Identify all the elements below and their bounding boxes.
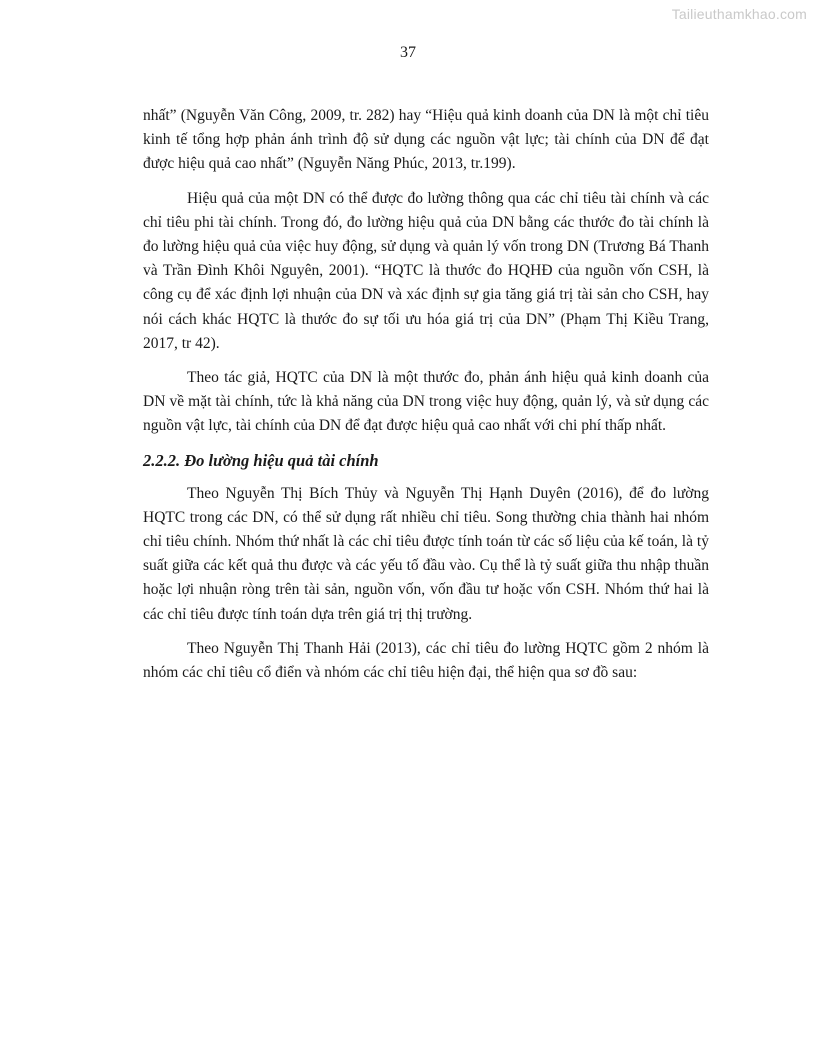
section-heading: 2.2.2. Đo lường hiệu quả tài chính [143, 450, 379, 470]
paragraph-indicator-groups: Theo Nguyễn Thị Bích Thủy và Nguyễn Thị Hạnh Duyên (2016), để đo lường HQTC trong các DN, có thể sử dụng rất nhiều chỉ tiêu. Song thường chia thành hai nhóm chỉ tiêu chính. Nhóm thứ nhất là các chỉ tiêu được tính toán từ các số liệu của kế toán, là tỷ suất giữa các kết quả thu được và các yếu tố đầu vào. Cụ thể là tỷ suất giữa thu nhập thuần hoặc lợi nhuận ròng trên tài sản, nguồn vốn, vốn đầu tư hoặc vốn CSH. Nhóm thứ hai là các chỉ tiêu được tính toán dựa trên giá trị thị trường. [143, 484, 709, 623]
watermark: Tailieuthamkhao.com [671, 6, 807, 22]
paragraph-continuation: nhất” (Nguyễn Văn Công, 2009, tr. 282) hay “Hiệu quả kinh doanh của DN là một chỉ tiêu kinh tế tổng hợp phản ánh trình độ sử dụng các nguồn vật lực; tài chính của DN để đạt được hiệu quả cao nhất” (Nguyễn Năng Phúc, 2013, tr.199). [143, 107, 709, 173]
paragraph-efficiency-measurement: Hiệu quả của một DN có thể được đo lường thông qua các chỉ tiêu tài chính và các chỉ tiêu phi tài chính. Trong đó, đo lường hiệu quả của DN bằng các thước đo tài chính là đo lường hiệu quả của việc huy động, sử dụng và quản lý vốn trong DN (Trương Bá Thanh và Trần Đình Khôi Nguyên, 2001). “HQTC là thước đo HQHĐ của nguồn vốn CSH, là công cụ để xác định lợi nhuận của DN và xác định sự gia tăng giá trị tài sản cho CSH, hay nói cách khác HQTC là thước đo sự tối ưu hóa giá trị của DN” (Phạm Thị Kiều Trang, 2017, tr 42). [143, 189, 709, 352]
document-body [143, 104, 709, 695]
page-number: 37 [400, 44, 416, 61]
paragraph-diagram-intro: Theo Nguyễn Thị Thanh Hải (2013), các chỉ tiêu đo lường HQTC gồm 2 nhóm là nhóm các chỉ tiêu cổ điển và nhóm các chỉ tiêu hiện đại, thể hiện qua sơ đồ sau: [143, 639, 709, 682]
paragraph-author-definition: Theo tác giả, HQTC của DN là một thước đo, phản ánh hiệu quả kinh doanh của DN về mặt tài chính, tức là khả năng của DN trong việc huy động, quản lý, và sử dụng các nguồn vật lực, tài chính của DN để đạt được hiệu quả cao nhất với chi phí thấp nhất. [143, 369, 709, 435]
